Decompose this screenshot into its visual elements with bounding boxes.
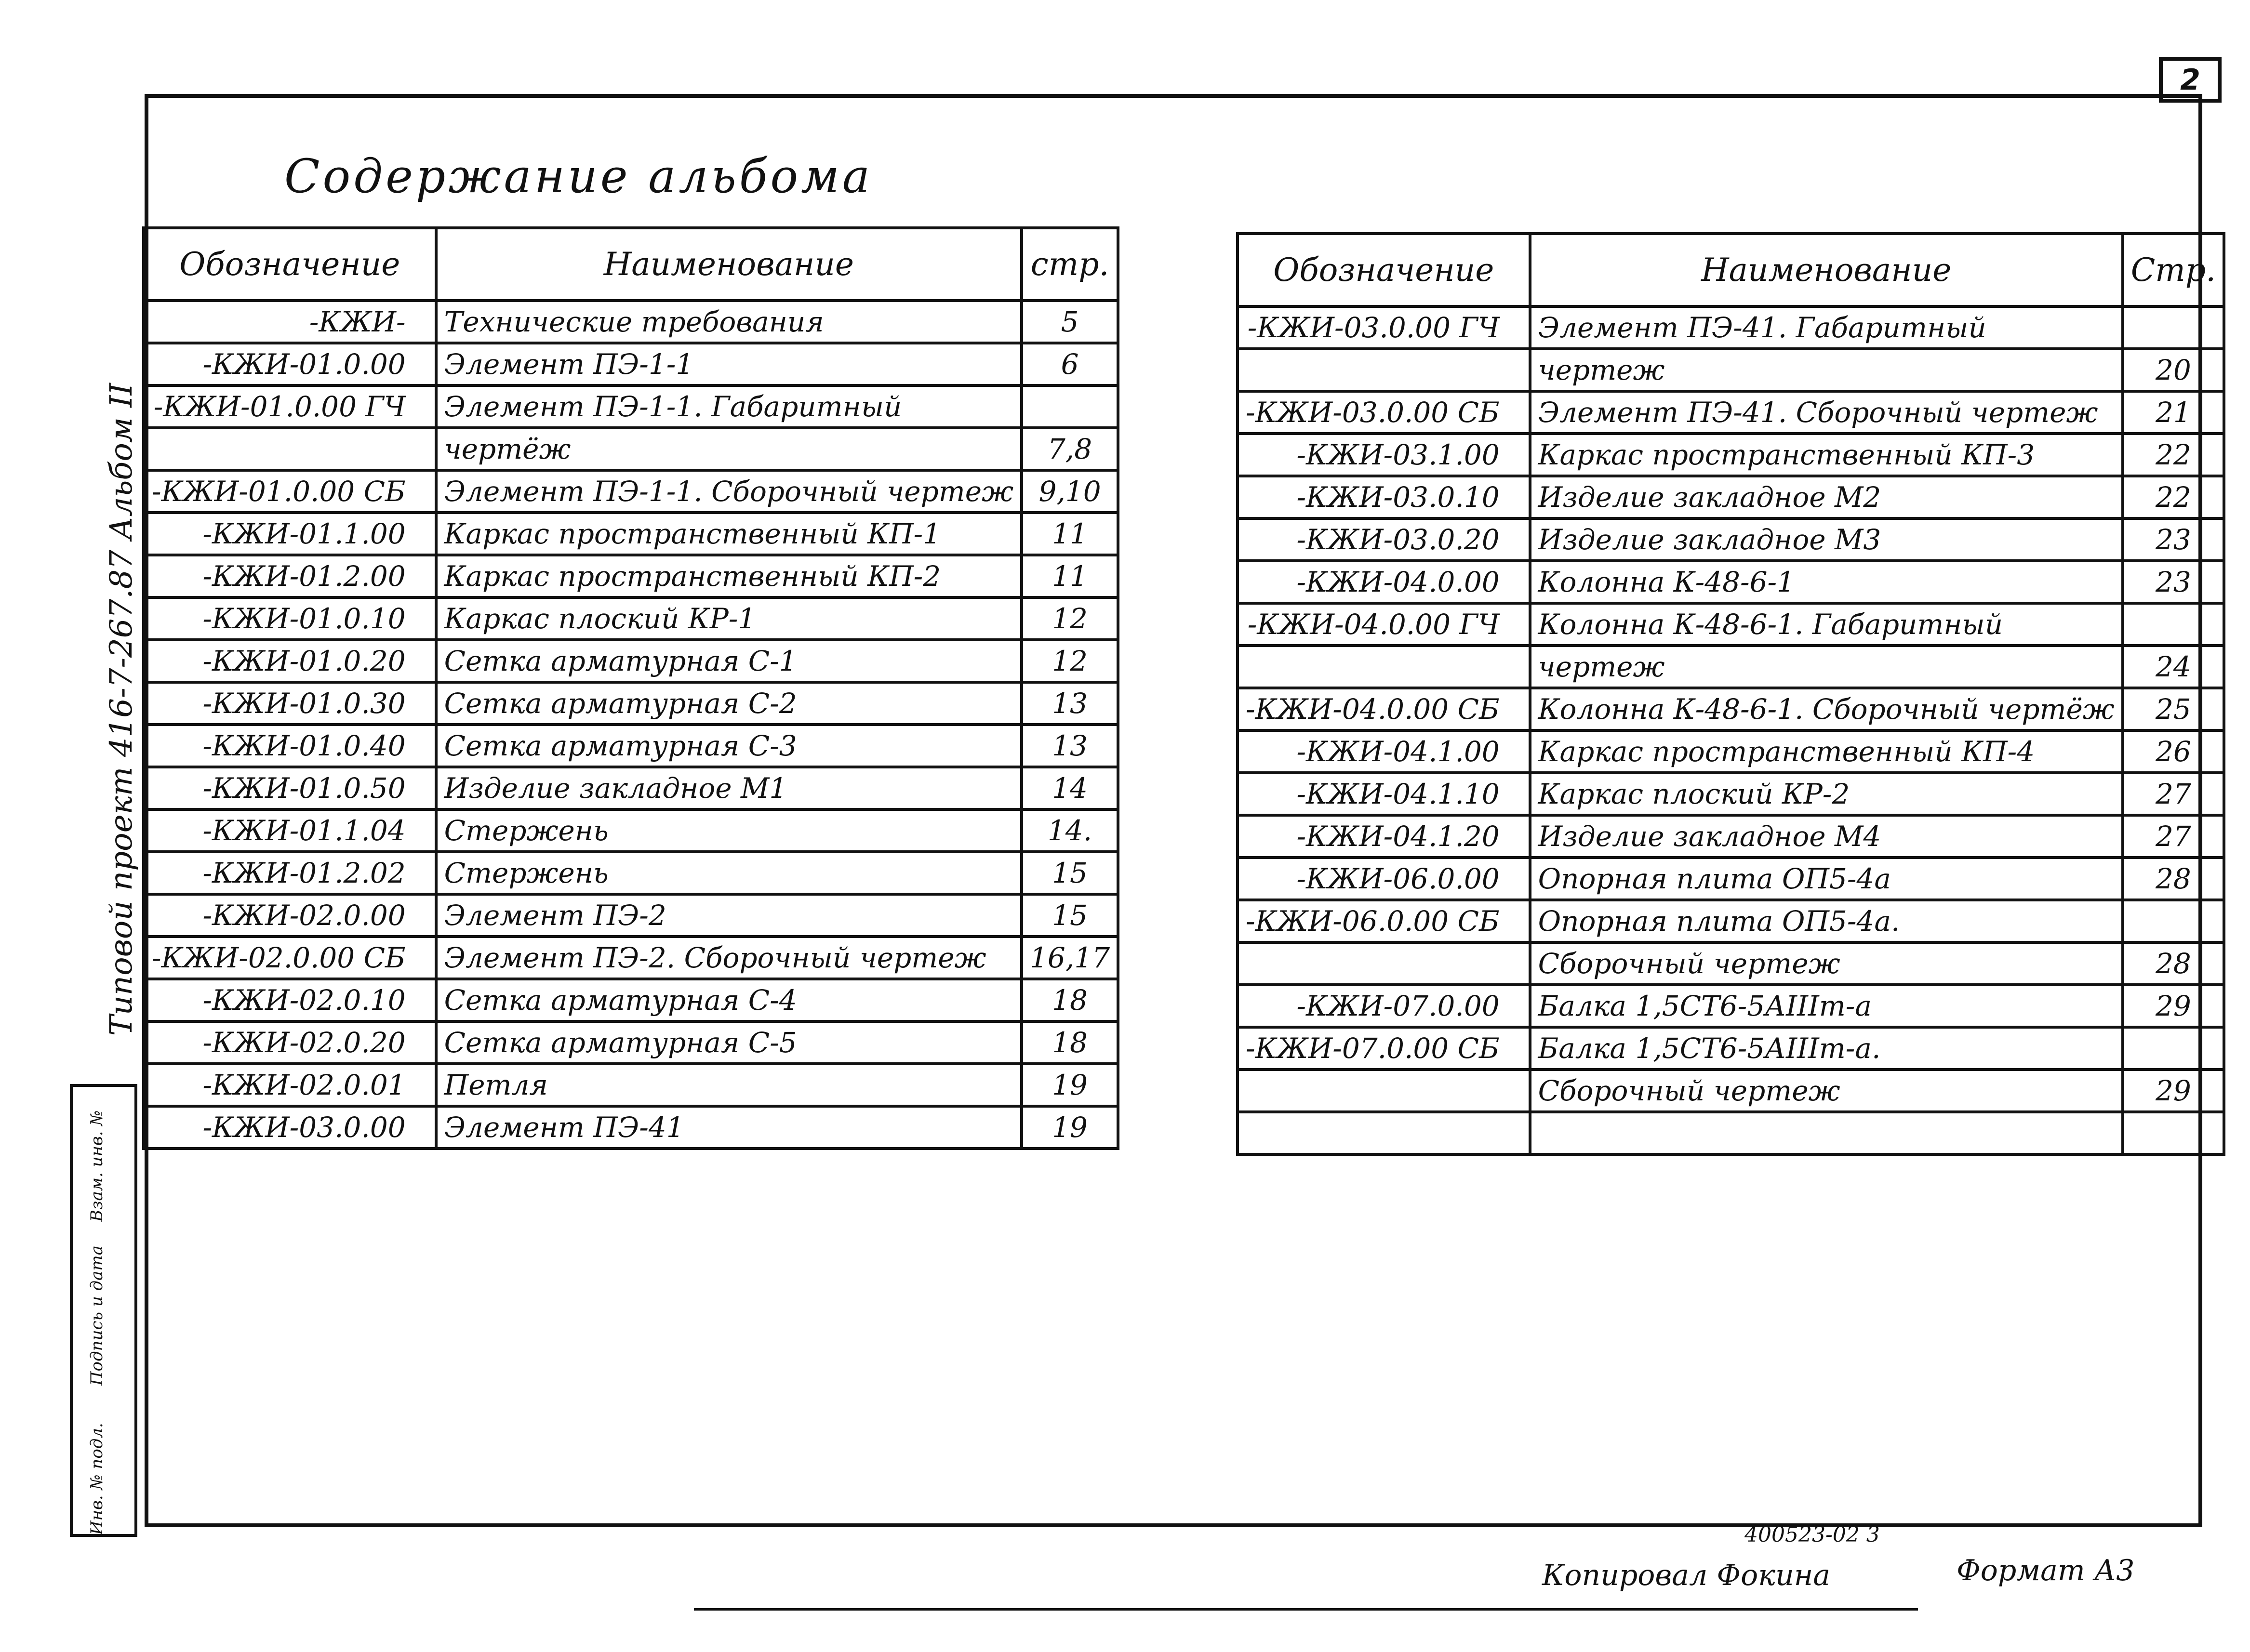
name-cell: Каркас плоский КР-1 [436,597,1022,640]
pages-cell: 23 [2123,561,2224,603]
name-cell [1530,1112,2123,1154]
table-row [144,555,1118,597]
pages-cell: 11 [1022,513,1118,555]
pages-cell: 19 [1022,1064,1118,1106]
pages-cell: 29 [2123,1070,2224,1112]
table-row [1238,773,2224,815]
designation-cell: -КЖИ-01.0.20 [144,640,436,682]
designation-cell [1238,646,1530,688]
table-row [1238,603,2224,646]
table-row [1238,730,2224,773]
table-row [1238,942,2224,985]
table-row [144,343,1118,385]
designation-cell: -КЖИ-01.2.00 [144,555,436,597]
table-row [1238,858,2224,900]
designation-cell: -КЖИ- [144,301,436,343]
pages-cell: 15 [1022,852,1118,894]
name-cell: Каркас плоский КР-2 [1530,773,2123,815]
name-cell: Элемент ПЭ-2 [436,894,1022,937]
name-cell: Каркас пространственный КП-1 [436,513,1022,555]
designation-cell: -КЖИ-07.0.00 СБ [1238,1027,1530,1070]
designation-cell: -КЖИ-04.0.00 СБ [1238,688,1530,730]
name-cell: Сборочный чертеж [1530,942,2123,985]
header-designation: Обозначение [1238,234,1530,306]
table-row [144,767,1118,809]
table-header-row [144,228,1118,301]
pages-cell: 24 [2123,646,2224,688]
pages-cell: 7,8 [1022,428,1118,470]
toc-table-right [1236,232,2225,1156]
name-cell: Изделие закладное М2 [1530,476,2123,518]
header-pages: стр. [1022,228,1118,301]
designation-cell: -КЖИ-01.0.40 [144,725,436,767]
pages-cell: 25 [2123,688,2224,730]
pages-cell: 18 [1022,979,1118,1021]
name-cell: Стержень [436,852,1022,894]
name-cell: Технические требования [436,301,1022,343]
pages-cell: 9,10 [1022,470,1118,513]
name-cell: Сборочный чертеж [1530,1070,2123,1112]
stamp-label-inv: Инв. № подл. [87,1423,107,1535]
designation-cell: -КЖИ-02.0.20 [144,1021,436,1064]
designation-cell: -КЖИ-02.0.10 [144,979,436,1021]
designation-cell: -КЖИ-07.0.00 [1238,985,1530,1027]
table-row [1238,1112,2224,1154]
designation-cell: -КЖИ-01.0.00 СБ [144,470,436,513]
table-row [144,428,1118,470]
designation-cell: -КЖИ-06.0.00 [1238,858,1530,900]
table-row [144,1021,1118,1064]
designation-cell: -КЖИ-02.0.01 [144,1064,436,1106]
stamp-label-sign: Подпись и дата [87,1245,107,1386]
table-row [144,979,1118,1021]
pages-cell: 28 [2123,942,2224,985]
project-side-text: Типовой проект 416-7-267.87 Альбом II [104,383,139,1036]
name-cell: Стержень [436,809,1022,852]
table-row [144,513,1118,555]
pages-cell [2123,1027,2224,1070]
table-row [144,597,1118,640]
designation-cell [1238,1070,1530,1112]
table-row [1238,476,2224,518]
table-row [1238,985,2224,1027]
designation-cell: -КЖИ-01.0.50 [144,767,436,809]
name-cell: Элемент ПЭ-1-1. Сборочный чертеж [436,470,1022,513]
copied-by: Копировал Фокина [1542,1559,1831,1592]
pages-cell: 18 [1022,1021,1118,1064]
name-cell: Элемент ПЭ-41. Сборочный чертеж [1530,391,2123,434]
pages-cell: 13 [1022,682,1118,725]
pages-cell: 12 [1022,597,1118,640]
name-cell: Сетка арматурная С-4 [436,979,1022,1021]
designation-cell [1238,942,1530,985]
table-row [1238,900,2224,942]
pages-cell: 22 [2123,476,2224,518]
name-cell: Сетка арматурная С-3 [436,725,1022,767]
designation-cell: -КЖИ-01.0.00 ГЧ [144,385,436,428]
designation-cell [144,428,436,470]
toc-left-body [144,301,1118,1149]
table-row [1238,518,2224,561]
pages-cell [2123,603,2224,646]
designation-cell: -КЖИ-03.0.00 ГЧ [1238,306,1530,349]
table-row [144,470,1118,513]
pages-cell: 27 [2123,773,2224,815]
designation-cell: -КЖИ-02.0.00 [144,894,436,937]
archive-code: 400523-02 3 [1744,1522,1880,1547]
name-cell: чертеж [1530,349,2123,391]
table-row [144,852,1118,894]
header-name: Наименование [1530,234,2123,306]
table-row [144,937,1118,979]
table-row [144,1064,1118,1106]
pages-cell [2123,1112,2224,1154]
designation-cell: -КЖИ-03.0.10 [1238,476,1530,518]
designation-cell: -КЖИ-01.1.04 [144,809,436,852]
designation-cell: -КЖИ-04.0.00 ГЧ [1238,603,1530,646]
table-row [144,725,1118,767]
name-cell: Элемент ПЭ-1-1. Габаритный [436,385,1022,428]
table-row [1238,434,2224,476]
table-row [1238,815,2224,858]
name-cell: Изделие закладное М4 [1530,815,2123,858]
name-cell: Изделие закладное М3 [1530,518,2123,561]
table-row [1238,561,2224,603]
pages-cell: 20 [2123,349,2224,391]
name-cell: чертёж [436,428,1022,470]
designation-cell: -КЖИ-04.1.00 [1238,730,1530,773]
pages-cell [1022,385,1118,428]
pages-cell: 29 [2123,985,2224,1027]
name-cell: Сетка арматурная С-2 [436,682,1022,725]
designation-cell: -КЖИ-04.0.00 [1238,561,1530,603]
table-row [1238,306,2224,349]
name-cell: Сетка арматурная С-1 [436,640,1022,682]
name-cell: Опорная плита ОП5-4а. [1530,900,2123,942]
table-row [1238,349,2224,391]
side-stamp [70,1084,137,1537]
table-row [1238,391,2224,434]
pages-cell: 28 [2123,858,2224,900]
name-cell: Изделие закладное М1 [436,767,1022,809]
designation-cell: -КЖИ-01.0.10 [144,597,436,640]
pages-cell: 22 [2123,434,2224,476]
toc-right-body [1238,306,2224,1154]
table-row [1238,646,2224,688]
name-cell: Элемент ПЭ-41 [436,1106,1022,1149]
table-row [1238,1027,2224,1070]
pages-cell: 13 [1022,725,1118,767]
name-cell: Балка 1,5СТ6-5АIIIт-а [1530,985,2123,1027]
name-cell: Элемент ПЭ-1-1 [436,343,1022,385]
album-title: Содержание альбома [284,149,873,203]
name-cell: Сетка арматурная С-5 [436,1021,1022,1064]
table-row [144,385,1118,428]
designation-cell: -КЖИ-01.1.00 [144,513,436,555]
header-designation: Обозначение [144,228,436,301]
designation-cell: -КЖИ-03.0.20 [1238,518,1530,561]
table-row [1238,688,2224,730]
pages-cell: 16,17 [1022,937,1118,979]
name-cell: чертеж [1530,646,2123,688]
pages-cell [2123,306,2224,349]
designation-cell: -КЖИ-03.1.00 [1238,434,1530,476]
designation-cell: -КЖИ-03.0.00 СБ [1238,391,1530,434]
designation-cell: -КЖИ-03.0.00 [144,1106,436,1149]
name-cell: Элемент ПЭ-41. Габаритный [1530,306,2123,349]
designation-cell: -КЖИ-04.1.10 [1238,773,1530,815]
pages-cell: 27 [2123,815,2224,858]
designation-cell [1238,1112,1530,1154]
name-cell: Каркас пространственный КП-3 [1530,434,2123,476]
page-number: 2 [2159,57,2222,103]
name-cell: Каркас пространственный КП-4 [1530,730,2123,773]
designation-cell: -КЖИ-01.0.30 [144,682,436,725]
name-cell: Балка 1,5СТ6-5АIIIт-а. [1530,1027,2123,1070]
designation-cell: -КЖИ-01.0.00 [144,343,436,385]
name-cell: Опорная плита ОП5-4а [1530,858,2123,900]
name-cell: Колонна К-48-6-1. Сборочный чертёж [1530,688,2123,730]
table-row [144,640,1118,682]
pages-cell: 19 [1022,1106,1118,1149]
pages-cell: 14 [1022,767,1118,809]
name-cell: Элемент ПЭ-2. Сборочный чертеж [436,937,1022,979]
pages-cell: 12 [1022,640,1118,682]
designation-cell: -КЖИ-06.0.00 СБ [1238,900,1530,942]
designation-cell: -КЖИ-02.0.00 СБ [144,937,436,979]
header-name: Наименование [436,228,1022,301]
pages-cell: 14. [1022,809,1118,852]
bottom-rule [694,1608,1918,1611]
header-pages: Стр. [2123,234,2224,306]
designation-cell: -КЖИ-04.1.20 [1238,815,1530,858]
name-cell: Петля [436,1064,1022,1106]
table-row [144,894,1118,937]
pages-cell: 11 [1022,555,1118,597]
table-row [144,1106,1118,1149]
stamp-label-replace: Взам. инв. № [87,1110,107,1222]
pages-cell [2123,900,2224,942]
table-row [144,809,1118,852]
table-row [1238,1070,2224,1112]
table-row [144,301,1118,343]
name-cell: Каркас пространственный КП-2 [436,555,1022,597]
sheet-format: Формат А3 [1957,1554,2135,1587]
name-cell: Колонна К-48-6-1. Габаритный [1530,603,2123,646]
designation-cell [1238,349,1530,391]
pages-cell: 26 [2123,730,2224,773]
table-header-row [1238,234,2224,306]
name-cell: Колонна К-48-6-1 [1530,561,2123,603]
pages-cell: 23 [2123,518,2224,561]
pages-cell: 6 [1022,343,1118,385]
designation-cell: -КЖИ-01.2.02 [144,852,436,894]
pages-cell: 15 [1022,894,1118,937]
pages-cell: 5 [1022,301,1118,343]
toc-table-left [142,226,1119,1150]
pages-cell: 21 [2123,391,2224,434]
table-row [144,682,1118,725]
